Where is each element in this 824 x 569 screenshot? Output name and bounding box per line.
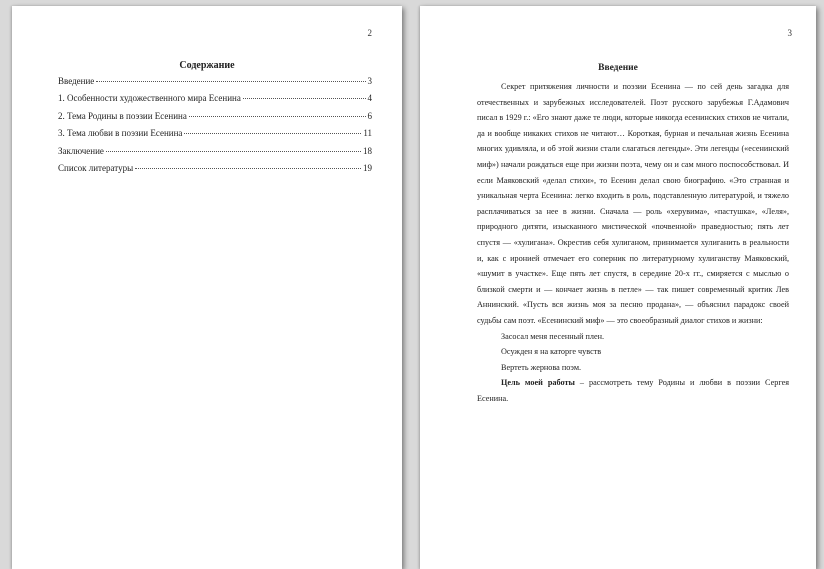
toc-entry-title: 1. Особенности художественного мира Есенина	[58, 93, 241, 104]
verse-line: Осужден я на каторге чувств	[501, 347, 602, 357]
verse-line: Вертеть жернова поэм.	[501, 362, 582, 372]
toc-entry	[58, 163, 372, 174]
toc-entry-title: Введение	[58, 76, 95, 86]
toc-entry-page: 19	[363, 162, 372, 173]
goal-label: Цель моей работы	[501, 378, 575, 388]
toc-entry	[58, 128, 372, 139]
toc-entry-title: 3. Тема любви в поэзии Есенина	[58, 128, 183, 139]
intro-heading: Введение	[598, 63, 638, 73]
toc-entry-page: 4	[367, 93, 372, 104]
page-left	[12, 6, 402, 569]
goal-paragraph	[477, 375, 789, 406]
toc-leader-dots	[135, 168, 361, 169]
verse-line: Засосал меня песенный плен.	[501, 331, 605, 341]
toc-entry-page: 6	[367, 110, 372, 121]
page-number: 3	[787, 28, 792, 38]
toc-leader-dots	[184, 133, 361, 134]
toc-entry-title: 2. Тема Родины в поэзии Есенина	[58, 110, 187, 121]
toc-entry-title: Заключение	[58, 145, 104, 156]
toc-leader-dots	[106, 151, 361, 152]
table-of-contents	[58, 76, 372, 180]
intro-body	[477, 79, 789, 406]
goal-text: – рассмотреть тему Родины и любви в поэзии Сергея Есенина.	[477, 378, 789, 403]
intro-paragraph: Секрет притяжения личности и поэзии Есенина — по сей день загадка для отечественных и зарубежных исследователей. Поэт русского зарубежья Г.Адамович писал в 1929 г.: «Его знают даже те люди, которые никогда есенинских стихов не читали, да и вообще никаких стихов не читают… Короткая, бурная и печальная жизнь Есенина многих удивляла, и об этой жизни стали слагаться легенды». Эти легенды («есенинский миф») начали рождаться еще при жизни поэта, чему он и сам много поспособствовал. И если Маяковский «делал стихи», то Есенин делал свою биографию. «Это странная и уникальная черта Есенина: легко входить в роль, подставленную литературой, и тяжело расплачиваться за нее в жизни. Сначала — роль «херувима», «пастушка», «Леля», природного дитяти, изысканного мистической «почвенной» праведностью; пять лет спустя — «хулигана». Окрестив себя хулиганом, принимается хулиганить в реальности и, как с иронией отмечает его соперник по литературному хулиганству Маяковский, «шумит в участке». Еще пять лет спустя, в середине 20-х гг., смиряется с мыслью о близкой смерти и — кончает жизнь в петле» — так пишет современный критик Лев Аннинский. «Пусть вся жизнь моя за песню продана», — объяснил парадокс своей судьбы сам поэт. «Есенинский миф» — это своеобразный диалог стихов и жизни:	[477, 82, 789, 325]
toc-entry-title: Список литературы	[58, 162, 134, 173]
toc-entry-page: 18	[363, 145, 372, 156]
page-number: 2	[367, 28, 372, 38]
toc-entry	[58, 111, 372, 122]
toc-entry	[58, 146, 372, 157]
page-right	[420, 6, 816, 569]
toc-leader-dots	[96, 81, 365, 82]
toc-leader-dots	[189, 116, 366, 117]
toc-entry	[58, 76, 372, 87]
toc-entry-page: 11	[363, 128, 372, 139]
toc-entry-page: 3	[367, 76, 372, 86]
toc-leader-dots	[243, 98, 366, 99]
toc-entry	[58, 93, 372, 104]
toc-heading: Содержание	[179, 60, 235, 71]
